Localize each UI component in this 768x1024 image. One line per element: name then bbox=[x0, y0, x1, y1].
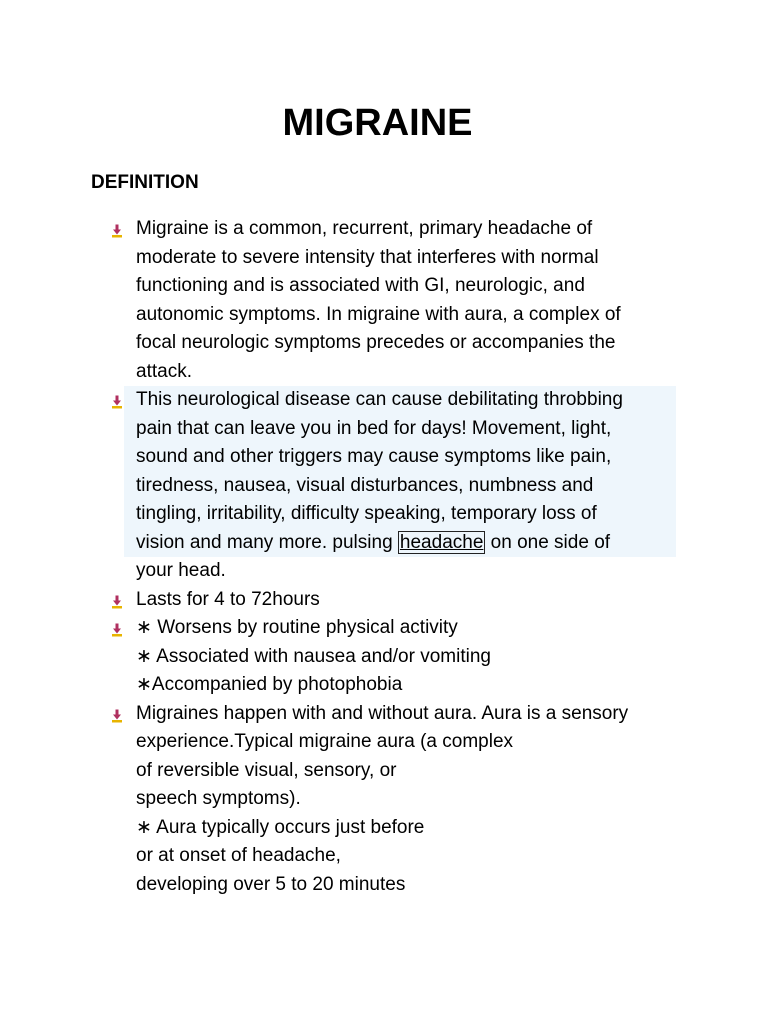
text-line: autonomic symptoms. In migraine with aura, a complex of bbox=[136, 303, 621, 325]
text-line: of reversible visual, sensory, or bbox=[136, 759, 397, 781]
down-arrow-bullet-icon bbox=[110, 595, 124, 609]
text-line: sound and other triggers may cause symptoms like pain, bbox=[136, 446, 612, 467]
text-line: Migraines happen with and without aura. Aura is a sensory bbox=[136, 702, 629, 724]
bullet-item-aura bbox=[106, 700, 706, 900]
text-line: Lasts for 4 to 72hours bbox=[136, 588, 320, 610]
text-line: attack. bbox=[136, 360, 192, 382]
text-line: functioning and is associated with GI, neurologic, and bbox=[136, 275, 585, 296]
down-arrow-bullet-icon bbox=[110, 395, 124, 409]
bullet-item-symptoms bbox=[106, 386, 706, 586]
page-title: MIGRAINE bbox=[282, 102, 473, 144]
text-line: tiredness, nausea, visual disturbances, numbness and bbox=[136, 474, 594, 496]
text-line: your head. bbox=[136, 560, 226, 581]
text-line bbox=[136, 529, 676, 558]
text-line: ∗Accompanied by photophobia bbox=[136, 674, 403, 695]
text-line: This neurological disease can cause debilitating throbbing bbox=[136, 389, 623, 410]
text-segment: on one side of bbox=[485, 531, 611, 553]
down-arrow-bullet-icon bbox=[110, 224, 124, 238]
bullet-item-duration bbox=[106, 586, 706, 615]
headache-link[interactable]: headache bbox=[399, 531, 484, 553]
text-line: tingling, irritability, difficulty speaking, temporary loss of bbox=[136, 503, 597, 524]
text-line: moderate to severe intensity that interferes with normal bbox=[136, 246, 599, 268]
text-line: pain that can leave you in bed for days! Movement, light, bbox=[136, 417, 612, 439]
bullet-item-features bbox=[106, 614, 706, 700]
section-heading-definition: DEFINITION bbox=[91, 172, 199, 193]
text-line: developing over 5 to 20 minutes bbox=[136, 873, 406, 895]
text-line: speech symptoms). bbox=[136, 788, 301, 809]
text-line: Migraine is a common, recurrent, primary headache of bbox=[136, 218, 593, 239]
text-line: ∗ Worsens by routine physical activity bbox=[136, 617, 458, 638]
text-line: or at onset of headache, bbox=[136, 845, 341, 866]
text-line: ∗ Associated with nausea and/or vomiting bbox=[136, 645, 491, 667]
down-arrow-bullet-icon bbox=[110, 623, 124, 637]
text-line: ∗ Aura typically occurs just before bbox=[136, 816, 425, 838]
down-arrow-bullet-icon bbox=[110, 709, 124, 723]
text-line: focal neurologic symptoms precedes or accompanies the bbox=[136, 332, 616, 353]
text-segment: vision and many more. pulsing bbox=[136, 531, 398, 553]
definition-bullet-list bbox=[106, 215, 706, 899]
highlighted-text-block bbox=[124, 386, 676, 557]
text-line: experience.Typical migraine aura (a complex bbox=[136, 731, 514, 752]
bullet-item-definition bbox=[106, 215, 706, 386]
